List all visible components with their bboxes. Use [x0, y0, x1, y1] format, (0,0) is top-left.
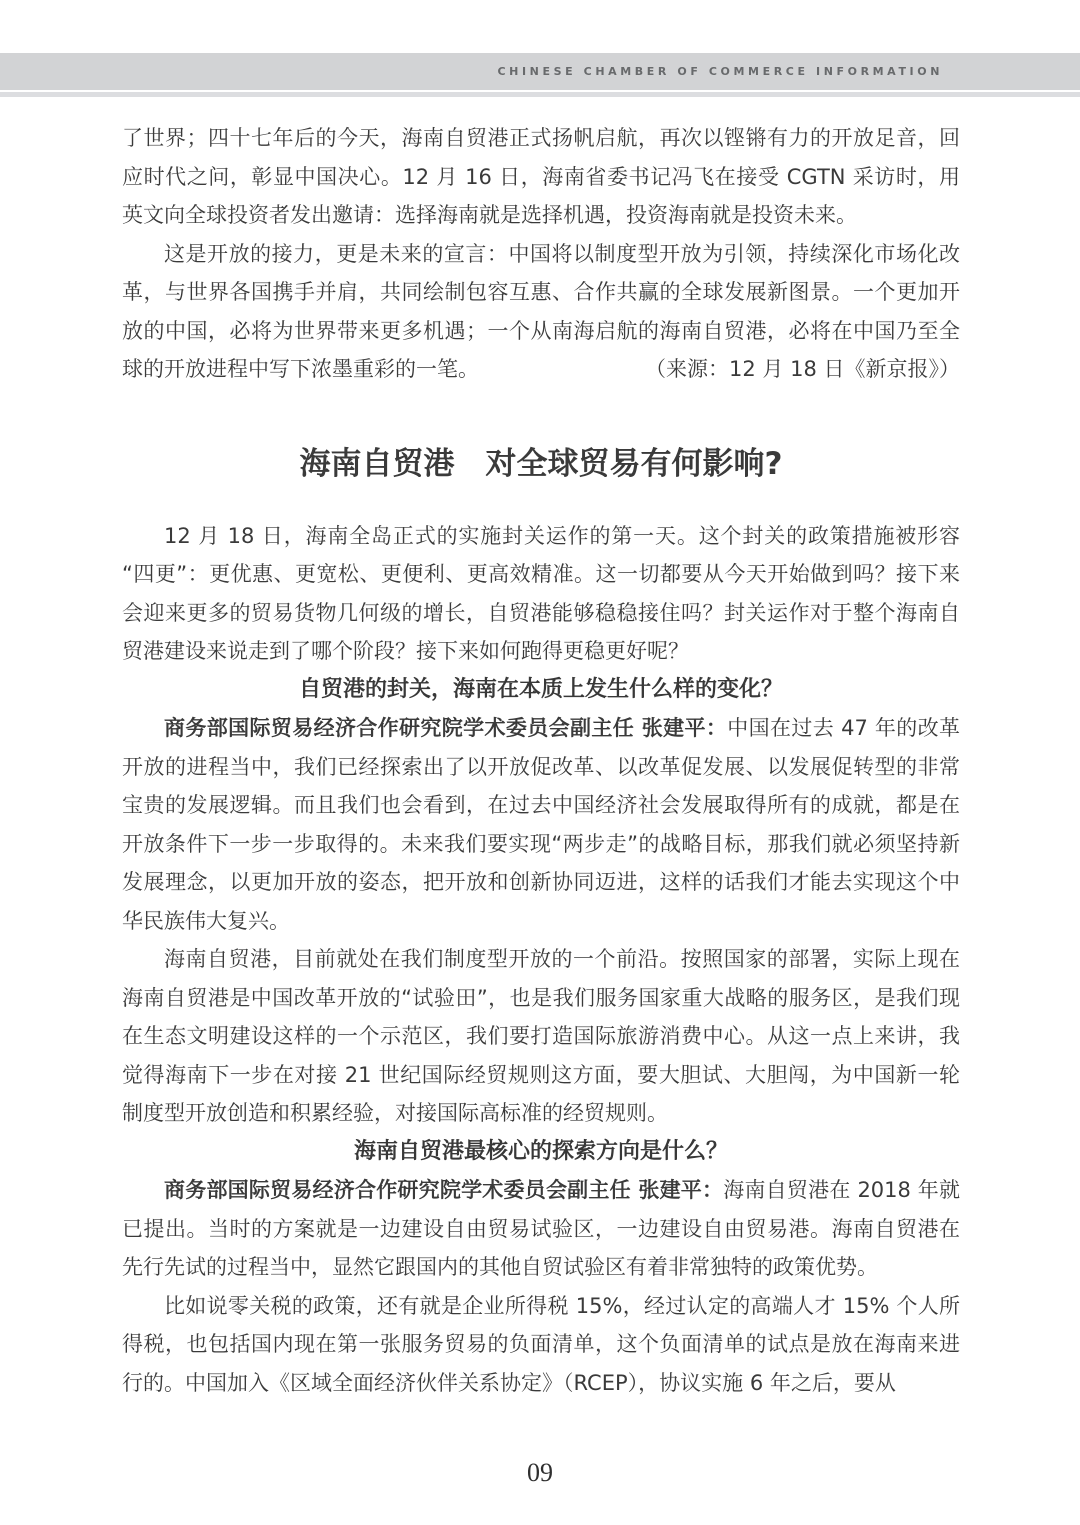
- article-title: 海南自贸港 对全球贸易有何影响?: [299, 445, 783, 482]
- source-attribution: （来源：12 月 18 日《新京报》）: [645, 357, 960, 381]
- masthead-title: CHINESE CHAMBER OF COMMERCE INFORMATION: [497, 65, 943, 78]
- section1-paragraph-2: 海南自贸港，目前就处在我们制度型开放的一个前沿。按照国家的部署，实际上现在海南自贸港是中国改革开放的“试验田”，也是我们服务国家重大战略的服务区，是我们现在生态文明建设这样的一个示范区，我们要打造国际旅游消费中心。从这一点上来讲，我觉得海南下一步在对接 21 世纪国际经贸规则这方面，要大胆试、大胆闯，为中国新一轮制度型开放创造和积累经验，对接国际高标准的经贸规则。: [122, 947, 960, 1125]
- section2-paragraph-1: [122, 1171, 960, 1287]
- section1-paragraph-1: [122, 709, 960, 940]
- masthead-bar: [0, 53, 1080, 90]
- article-intro-paragraph: 12 月 18 日，海南全岛正式的实施封关运作的第一天。这个封关的政策措施被形容“四更”：更优惠、更宽松、更便利、更高效精准。这一切都要从今天开始做到吗？接下来会迎来更多的贸易货物几何级的增长，自贸港能够稳稳接住吗？封关运作对于整个海南自贸港建设来说走到了哪个阶段？接下来如何跑得更稳更好呢？: [122, 523, 960, 663]
- masthead-rule: [0, 92, 1080, 97]
- speaker-name: 商务部国际贸易经济合作研究院学术委员会副主任 张建平：: [164, 716, 728, 740]
- paragraph-text: 这是开放的接力，更是未来的宣言：中国将以制度型开放为引领，持续深化市场化改革，与世界各国携手并肩，共同绘制包容互惠、合作共赢的全球发展新图景。一个更加开放的中国，必将为世界带来更多机遇；一个从南海启航的海南自贸港，必将在中国乃至全球的开放进程中写下浓墨重彩的一笔。: [122, 241, 960, 381]
- paragraph-text: 中国在过去 47 年的改革开放的进程当中，我们已经探索出了以开放促改革、以改革促发展、以发展促转型的非常宝贵的发展逻辑。而且我们也会看到，在过去中国经济社会发展取得所有的成就，都是在开放条件下一步一步取得的。未来我们要实现“两步走”的战略目标，那我们就必须坚持新发展理念，以更加开放的姿态，把开放和创新协同迈进，这样的话我们才能去实现这个中华民族伟大复兴。: [122, 716, 960, 933]
- section1-heading: 自贸港的封关，海南在本质上发生什么样的变化？: [298, 676, 783, 702]
- speaker-name: 商务部国际贸易经济合作研究院学术委员会副主任 张建平：: [164, 1178, 724, 1202]
- page-number: 09: [527, 1458, 553, 1487]
- paragraph-text: 海南自贸港在 2018 年就已提出。当时的方案就是一边建设自由贸易试验区，一边建设自由贸易港。海南自贸港在先行先试的过程当中，显然它跟国内的其他自贸试验区有着非常独特的政策优势。: [122, 1178, 961, 1279]
- prev-article-paragraph-continued: 了世界；四十七年后的今天，海南自贸港正式扬帆启航，再次以铿锵有力的开放足音，回应时代之问，彰显中国决心。12 月 16 日，海南省委书记冯飞在接受 CGTN 采访时，用英文向全球投资者发出邀请：选择海南就是选择机遇，投资海南就是投资未来。: [122, 126, 960, 227]
- section2-paragraph-2: 比如说零关税的政策，还有就是企业所得税 15%，经过认定的高端人才 15% 个人所得税，也包括国内现在第一张服务贸易的负面清单，这个负面清单的试点是放在海南来进行的。中国加入《区域全面经济伙伴关系协定》（RCEP），协议实施 6 年之后，要从: [122, 1293, 960, 1395]
- section2-heading: 海南自贸港最核心的探索方向是什么？: [353, 1138, 728, 1164]
- prev-article-paragraph-closing: [122, 235, 960, 389]
- page-content: [122, 119, 960, 1402]
